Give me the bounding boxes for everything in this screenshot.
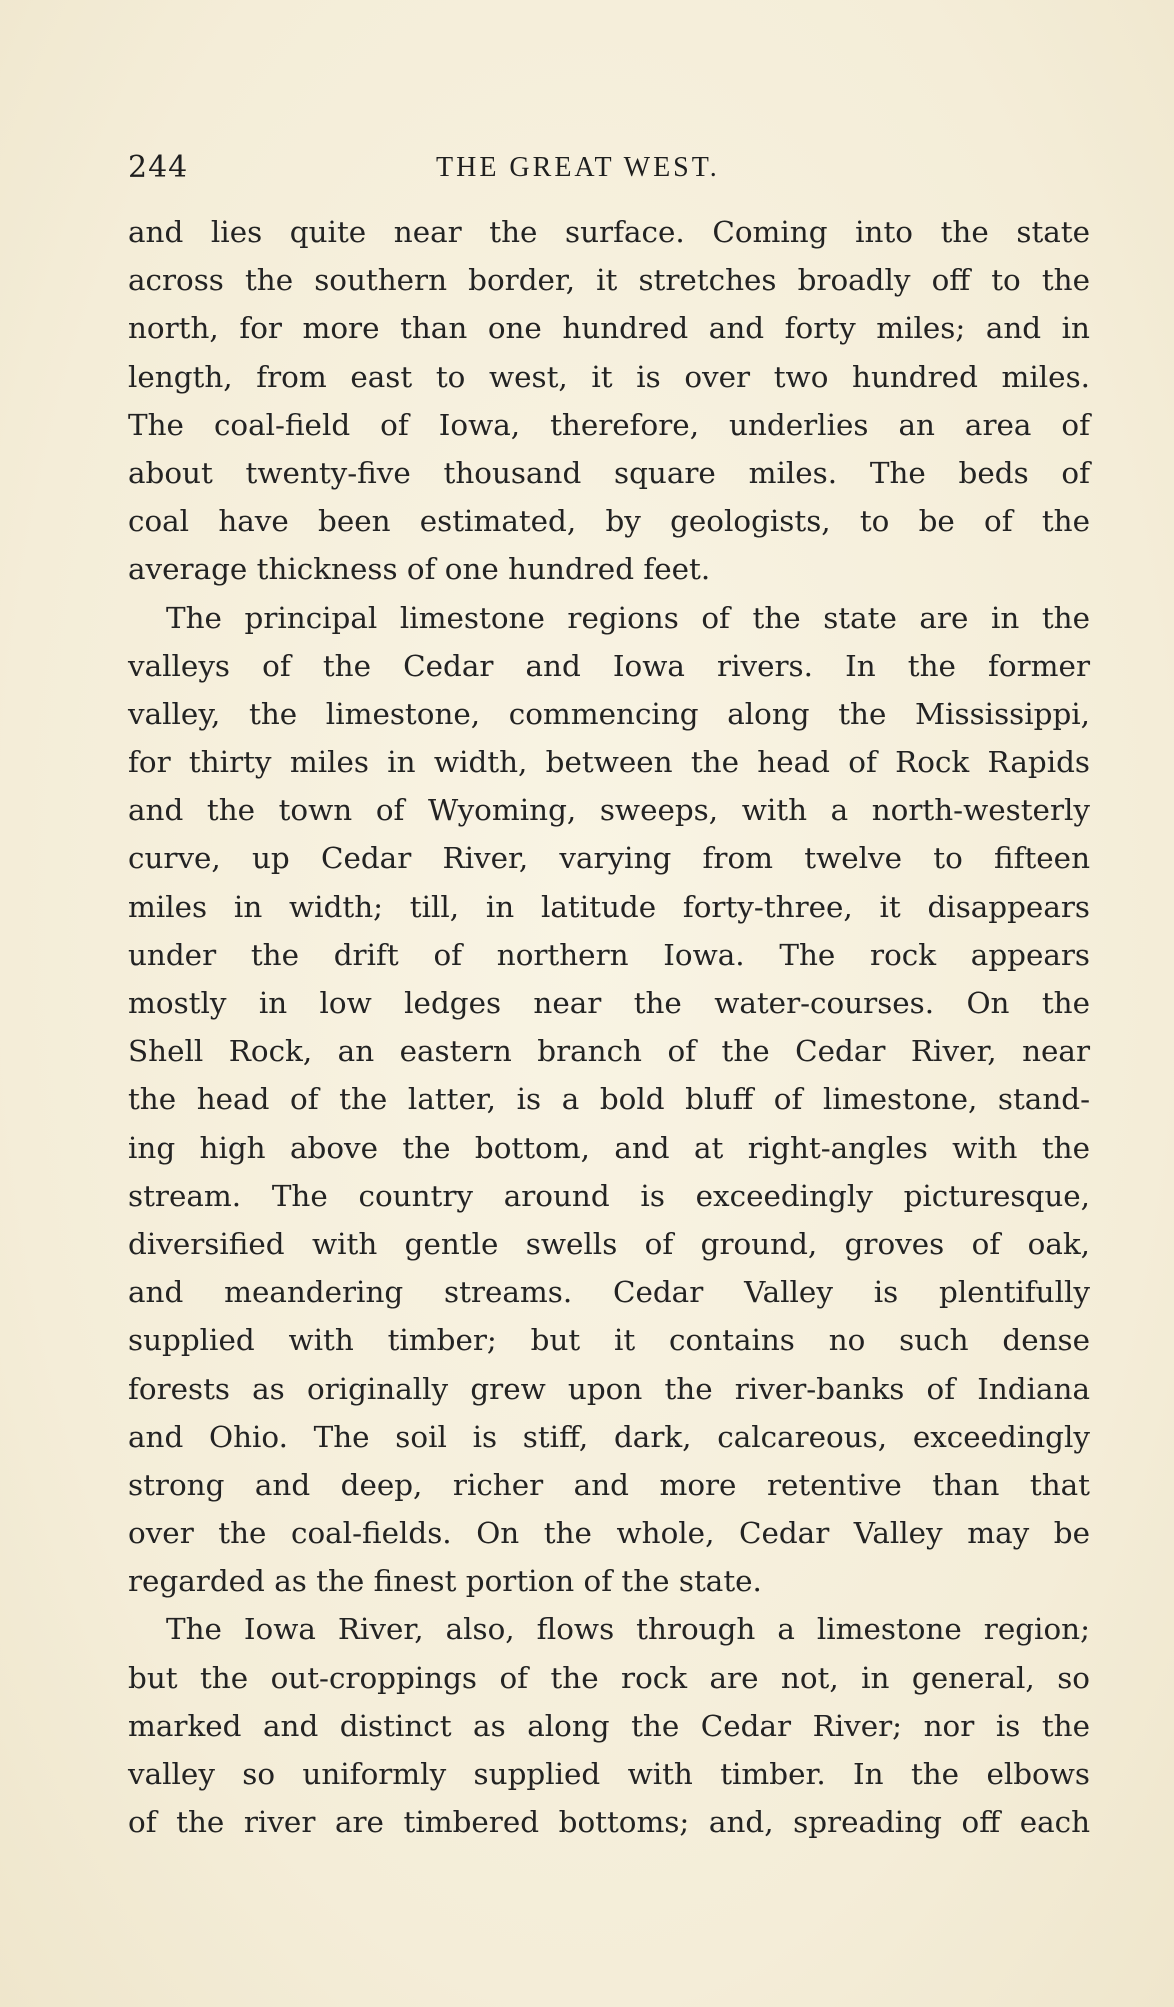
text-line: the head of the latter, is a bold bluff of limestone, stand-	[128, 1082, 1090, 1117]
text-line: stream. The country around is exceedingly picturesque,	[128, 1178, 1090, 1213]
text-line: and meandering streams. Cedar Valley is plentifully	[128, 1275, 1090, 1310]
page-number: 244	[128, 150, 189, 185]
text-line: miles in width; till, in latitude forty-three, it disappears	[128, 889, 1090, 924]
text-line: mostly in low ledges near the water-courses. On the	[128, 986, 1090, 1020]
text-line: valley so uniformly supplied with timber. In the elbows	[128, 1757, 1090, 1791]
text-line: about twenty-five thousand square miles. The beds of	[128, 455, 1090, 490]
text-line: Shell Rock, an eastern branch of the Cedar River, near	[128, 1034, 1090, 1069]
page-header	[128, 150, 1088, 190]
text-line: north, for more than one hundred and forty miles; and in	[128, 311, 1090, 346]
text-line: valleys of the Cedar and Iowa rivers. In the former	[128, 648, 1090, 683]
text-line: for thirty miles in width, between the head of Rock Rapids	[128, 745, 1090, 780]
text-line: The Iowa River, also, flows through a limestone region;	[166, 1612, 1090, 1647]
text-line: length, from east to west, it is over two hundred miles.	[128, 359, 1090, 394]
body-text	[128, 208, 1090, 1846]
text-line: forests as originally grew upon the river-banks of Indiana	[128, 1371, 1090, 1406]
text-line: average thickness of one hundred feet.	[128, 552, 711, 587]
text-line: valley, the limestone, commencing along the Mississippi,	[128, 696, 1090, 731]
text-line: under the drift of northern Iowa. The rock appears	[128, 937, 1090, 972]
text-line: regarded as the finest portion of the state.	[128, 1564, 762, 1599]
text-line: and the town of Wyoming, sweeps, with a north-westerly	[128, 793, 1090, 828]
text-line: but the out-croppings of the rock are not, in general, so	[128, 1660, 1090, 1695]
text-line: coal have been estimated, by geologists, to be of the	[128, 504, 1090, 539]
text-line: diversified with gentle swells of ground, groves of oak,	[128, 1226, 1090, 1261]
text-line: across the southern border, it stretches broadly off to the	[128, 263, 1090, 298]
text-line: over the coal-fields. On the whole, Cedar Valley may be	[128, 1516, 1090, 1551]
text-line: and Ohio. The soil is stiff, dark, calcareous, exceedingly	[128, 1419, 1090, 1454]
text-line: ing high above the bottom, and at right-angles with the	[128, 1130, 1090, 1165]
text-line: The coal-field of Iowa, therefore, underlies an area of	[128, 407, 1090, 442]
text-line: and lies quite near the surface. Coming into the state	[128, 215, 1090, 249]
text-line: curve, up Cedar River, varying from twelve to fifteen	[128, 841, 1090, 876]
text-line: supplied with timber; but it contains no such dense	[128, 1323, 1090, 1358]
text-line: The principal limestone regions of the state are in the	[166, 600, 1090, 635]
running-head: THE GREAT WEST.	[436, 152, 720, 183]
text-line: marked and distinct as along the Cedar River; nor is the	[128, 1708, 1090, 1743]
text-line: strong and deep, richer and more retentive than that	[128, 1467, 1090, 1502]
text-line: of the river are timbered bottoms; and, spreading off each	[128, 1805, 1090, 1840]
